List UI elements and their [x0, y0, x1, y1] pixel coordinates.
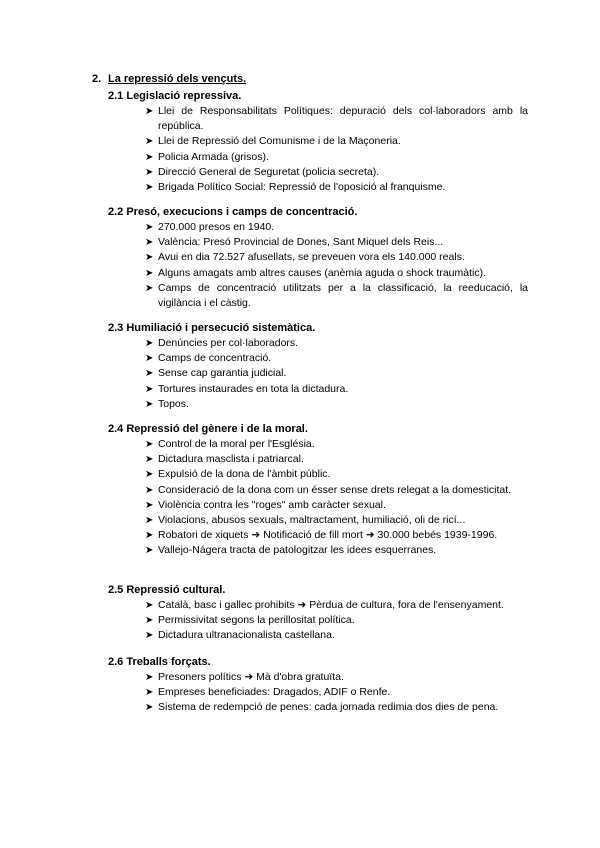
list-item: ➤ Tortures instaurades en tota la dictadura.	[108, 382, 528, 397]
subsection-humiliacio	[108, 321, 528, 412]
list-item: ➤ Dictadura ultranacionalista castellana.	[108, 628, 528, 643]
arrow-bullet-icon: ➤	[145, 222, 154, 233]
subsection-cultural	[108, 583, 528, 644]
arrow-bullet-icon: ➤	[145, 166, 154, 178]
arrow-bullet-icon: ➤	[145, 600, 154, 611]
arrow-bullet-icon: ➤	[145, 237, 154, 249]
subsection-heading: 2.5 Repressió cultural.	[108, 584, 226, 596]
subsection-heading: 2.2 Presó, execucions i camps de concentració.	[108, 206, 358, 218]
arrow-bullet-icon: ➤	[145, 151, 154, 163]
list-item: ➤ Policia Armada (grisos).	[108, 150, 528, 165]
list-item: ➤ Consideració de la dona com un ésser sense drets relegat a la domesticitat.	[108, 483, 528, 498]
arrow-bullet-icon: ➤	[145, 282, 154, 294]
arrow-bullet-icon: ➤	[145, 454, 154, 466]
list-item: ➤ Robatori de xiquets ➜ Notificació de fill mort ➜ 30.000 bebés 1939-1996.	[108, 528, 528, 543]
list-item: ➤ Sistema de redempció de penes: cada jornada redimia dos dies de pena.	[108, 700, 528, 715]
subsection-legislacio	[108, 89, 528, 195]
list-item: ➤ Català, basc i gallec prohibits ➜ Pèrdua de cultura, fora de l'ensenyament.	[108, 598, 528, 613]
arrow-bullet-icon: ➤	[145, 136, 154, 148]
arrow-bullet-icon: ➤	[145, 182, 154, 194]
arrow-bullet-icon: ➤	[145, 545, 154, 557]
list-item: ➤ Alguns amagats amb altres causes (anèmia aguda o shock traumàtic).	[108, 266, 528, 281]
arrow-bullet-icon: ➤	[145, 615, 154, 627]
list-item: ➤ Camps de concentració.	[108, 351, 528, 366]
bullet-list	[108, 598, 528, 644]
subsection-genere	[108, 422, 528, 559]
arrow-bullet-icon: ➤	[145, 672, 154, 683]
list-item: ➤ Topos.	[108, 397, 528, 412]
subsection-heading: 2.4 Repressió del gènere i de la moral.	[108, 423, 308, 435]
arrow-bullet-icon: ➤	[145, 383, 154, 395]
list-item: ➤ Violacions, abusos sexuals, maltractament, humiliació, oli de ricí...	[108, 513, 528, 528]
bullet-list	[108, 437, 528, 559]
section-number: 2.	[92, 73, 102, 85]
arrow-bullet-icon: ➤	[145, 252, 154, 264]
list-item: ➤ Llei de Responsabilitats Polítiques: depuració dels col·laboradors amb la república.	[145, 105, 528, 133]
arrow-bullet-icon: ➤	[145, 368, 154, 380]
arrow-bullet-icon: ➤	[145, 499, 154, 511]
list-item: ➤ Avui en dia 72.527 afusellats, se preveuen vora els 140.000 reals.	[108, 250, 528, 265]
list-item: ➤ Empreses beneficiades: Dragados, ADIF o Renfe.	[108, 685, 528, 700]
list-item: ➤ Control de la moral per l'Església.	[108, 437, 528, 452]
arrow-bullet-icon: ➤	[145, 469, 154, 481]
arrow-bullet-icon: ➤	[145, 484, 154, 496]
arrow-bullet-icon: ➤	[145, 687, 154, 699]
arrow-bullet-icon: ➤	[145, 353, 154, 365]
arrow-bullet-icon: ➤	[145, 398, 154, 410]
list-item: ➤ Llei de Repressió del Comunisme i de la Maçoneria.	[108, 134, 528, 149]
arrow-bullet-icon: ➤	[145, 630, 154, 642]
list-item: ➤ Denúncies per col·laboradors.	[108, 336, 528, 351]
arrow-bullet-icon: ➤	[145, 439, 154, 450]
bullet-list	[108, 336, 528, 412]
list-item: ➤ 270.000 presos en 1940.	[108, 220, 528, 235]
subsection-heading: 2.3 Humiliació i persecució sistemàtica.	[108, 322, 316, 334]
subsection-preso	[108, 205, 528, 311]
list-item: ➤ Violència contra les "roges" amb caràcter sexual.	[108, 498, 528, 513]
bullet-list	[108, 670, 528, 716]
list-item: ➤ Expulsió de la dona de l'àmbit públic.	[108, 467, 528, 482]
bullet-list	[108, 104, 528, 195]
section-title-text: La repressió dels vençuts.	[108, 73, 247, 85]
list-item: ➤ Presoners polítics ➜ Mà d'obra gratuïta.	[108, 670, 528, 685]
list-item: ➤ Vallejo-Nágera tracta de patologitzar les idees esquerranes.	[108, 543, 528, 558]
arrow-bullet-icon: ➤	[145, 267, 154, 279]
section-title	[92, 73, 246, 85]
list-item: ➤ Brigada Político Social: Repressió de l'oposició al franquisme.	[108, 180, 528, 195]
list-item: ➤ Dictadura masclista i patriarcal.	[108, 452, 528, 467]
subsection-heading: 2.6 Treballs forçats.	[108, 656, 211, 668]
list-item: ➤ València: Presó Provincial de Dones, Sant Miquel dels Reis...	[108, 235, 528, 250]
arrow-bullet-icon: ➤	[145, 338, 154, 349]
list-item: ➤ Sense cap garantia judicial.	[108, 366, 528, 381]
arrow-bullet-icon: ➤	[145, 515, 154, 527]
subsection-treballs	[108, 655, 528, 716]
list-item: ➤ Direcció General de Seguretat (policia secreta).	[108, 165, 528, 180]
subsection-heading: 2.1 Legislació repressiva.	[108, 90, 242, 102]
bullet-list	[108, 220, 528, 311]
arrow-bullet-icon: ➤	[145, 530, 154, 542]
arrow-bullet-icon: ➤	[145, 702, 154, 714]
list-item: ➤ Camps de concentració utilitzats per a la classificació, la reeducació, la vigilància i el càstig.	[145, 281, 528, 310]
list-item: ➤ Permissivitat segons la perillositat política.	[108, 613, 528, 628]
arrow-bullet-icon: ➤	[145, 106, 154, 117]
